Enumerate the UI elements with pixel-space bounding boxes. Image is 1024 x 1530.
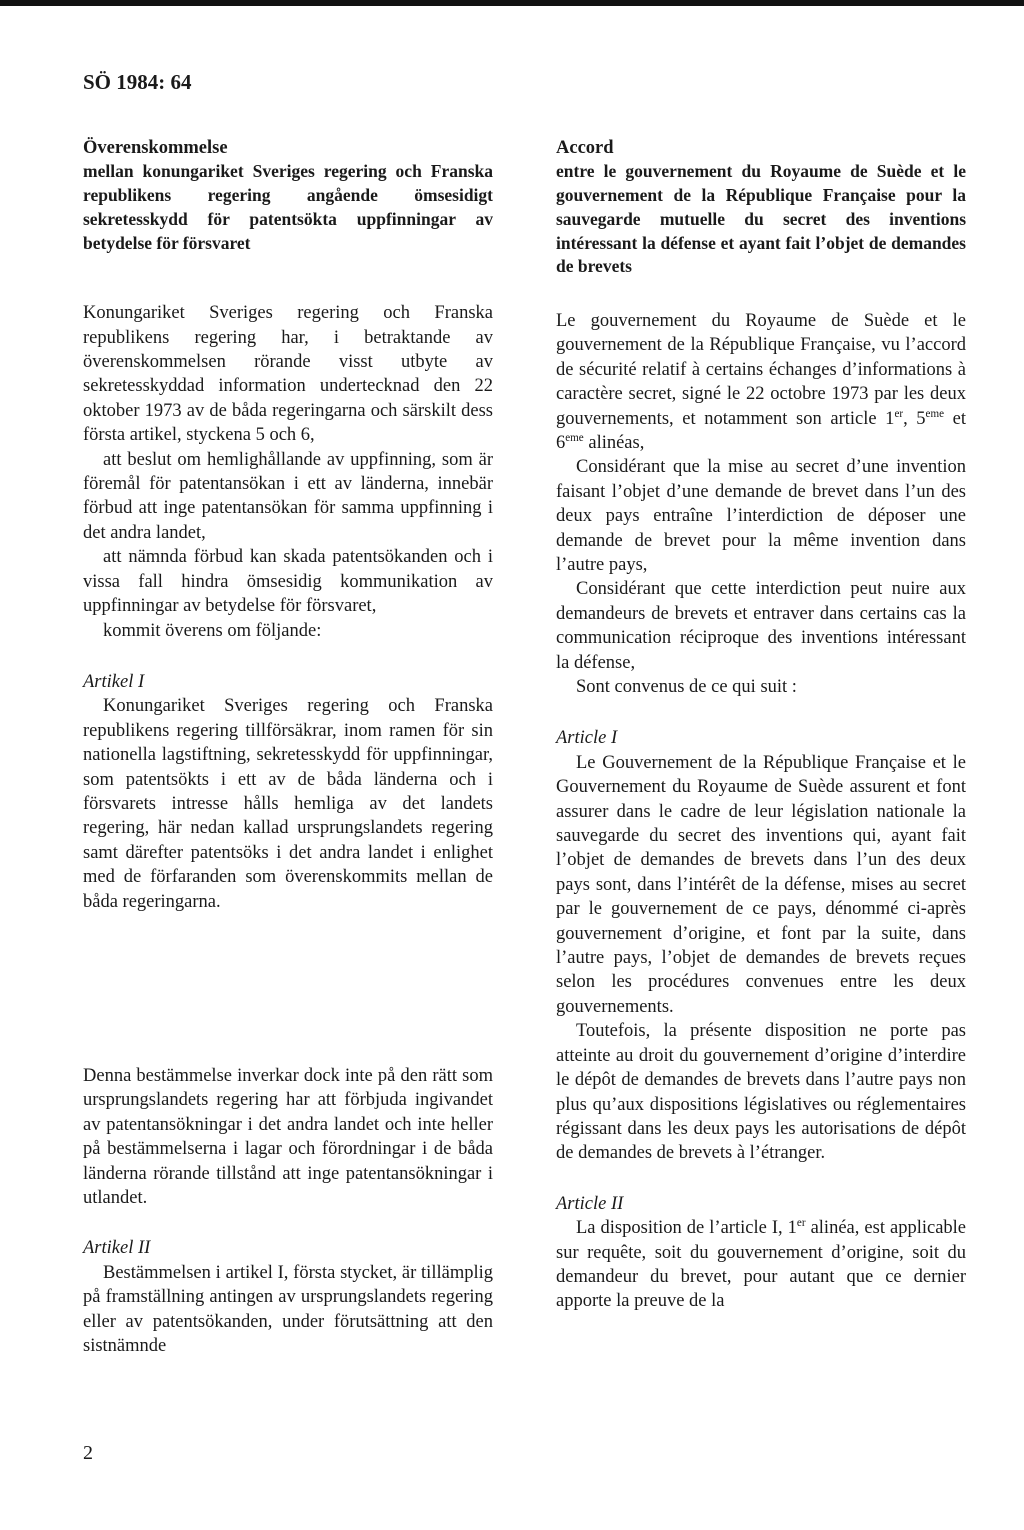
swedish-recital-2: att nämnda förbud kan skada patentsökanden och i vissa fall hindra ömsesidig kommunikation av uppfinningar av betydelse för försvaret, xyxy=(83,547,493,617)
french-article-1-paragraph-1: Le Gouvernement de la République Française et le Gouvernement du Royaume de Suède assurent et font assurer dans le cadre de leur législation nationale la sauvegarde du secret des inventions qui, ayant fait l’objet de demandes de brevets dans l’un des deux pays sont, dans l’intérêt de la défense, mises au secret par le gouvernement de ce pays, dénommé ci-après gouvernement d’origine, et font par la suite, dans l’autre pays, l’objet de demandes de brevets reçues selon les procédures convenues entre les deux gouvernements. xyxy=(556,752,966,1017)
swedish-agreed: kommit överens om följande: xyxy=(103,620,322,641)
french-agreed: Sont convenus de ce qui suit : xyxy=(576,677,797,698)
top-border-line xyxy=(0,0,1024,6)
french-recital-1: Considérant que la mise au secret d’une invention faisant l’objet d’une demande de brevet dans l’un des deux pays entraîne l’interdiction de déposer une demande de brevet pour la même invention dans l’autre pays, xyxy=(556,457,966,575)
swedish-article-2-paragraph-1: Bestämmelsen i artikel I, första stycket, är tillämplig på framställning antingen av ursprungslandets regering eller av patentsökanden, under förutsättning att den sistnämnde xyxy=(83,1262,493,1357)
swedish-article-1-paragraph-2: Denna bestämmelse inverkar dock inte på den rätt som ursprungslandets regering har att förbjuda ingivandet av patentansökningar i det andra landet och inte heller på bestämmelserna i lagar och förordningar i de båda länderna rörande tillstånd att inge patentansökningar i utlandet. xyxy=(83,1065,493,1208)
french-article-2-paragraph-1: La disposition de l’article I, 1er alinéa, est applicable sur requête, soit du gouvernement d’origine, soit du demandeur du brevet, pour autant que ce dernier apporte la preuve de la xyxy=(556,1216,967,1312)
document-reference: SÖ 1984: 64 xyxy=(83,70,192,94)
french-title: Accord xyxy=(556,138,614,158)
french-subtitle: entre le gouvernement du Royaume de Suède et le gouvernement de la République Française pour la sauvegarde mutuelle du secret des inventions intéressant la défense et ayant fait l’objet de demandes de brevets xyxy=(556,161,966,277)
french-intro: Le gouvernement du Royaume de Suède et le gouvernement de la République Française, vu l’accord de sécurité relatif à certains échanges d’informations à caractère secret, signé le 22 octobre 1973 par les deux gouvernements, et notamment son article 1er, 5eme et 6eme alinéas, xyxy=(556,310,966,453)
swedish-column xyxy=(83,136,493,1358)
page-number: 2 xyxy=(83,1442,93,1464)
french-article-1-heading: Article I xyxy=(556,728,618,749)
french-article-2-heading: Article II xyxy=(556,1193,624,1214)
french-recital-2: Considérant que cette interdiction peut nuire aux demandeurs de brevets et entraver dans certains cas la communication réciproque des inventions intéressant la défense, xyxy=(556,579,966,673)
french-article-1-paragraph-2: Toutefois, la présente disposition ne porte pas atteinte au droit du gouvernement d’origine d’interdire le dépôt de demandes de brevets dans l’autre pays non plus qu’aux dispositions législatives ou réglementaires régissant dans les deux pays les autorisations de dépôt de demandes de brevets à l’étranger. xyxy=(556,1021,966,1164)
swedish-article-1-paragraph-1: Konungariket Sveriges regering och Franska republikens regering tillförsäkrar, inom ramen för sin nationella lagstiftning, sekretesskydd för uppfinningar, som patentsökts i ett av de båda länderna och i försvarets intresse hålls hemliga av det landets regering, här nedan kallad ursprungslandets regering samt därefter patentsöks i det andra landet i enlighet med de förfaranden som överenskommits mellan de båda regeringarna. xyxy=(83,696,493,912)
swedish-intro: Konungariket Sveriges regering och Franska republikens regering har, i betraktande av överenskommelsen rörande visst utbyte av sekretesskyddad information undertecknad den 22 oktober 1973 av de båda regeringarna och särskilt dess första artikel, styckena 5 och 6, xyxy=(83,303,493,446)
swedish-article-1-heading: Artikel I xyxy=(83,671,145,692)
swedish-article-2-heading: Artikel II xyxy=(83,1238,151,1259)
french-column xyxy=(556,136,966,1314)
swedish-subtitle: mellan konungariket Sveriges regering och Franska republikens regering angående ömsesidigt sekretesskydd för patentsökta uppfinningar av betydelse för försvaret xyxy=(83,161,493,253)
swedish-recital-1: att beslut om hemlighållande av uppfinning, som är föremål för patentansökan i ett av länderna, innebär förbud att inge patentansökan för samma uppfinning i det andra landet, xyxy=(83,449,493,543)
swedish-title: Överenskommelse xyxy=(83,138,228,158)
